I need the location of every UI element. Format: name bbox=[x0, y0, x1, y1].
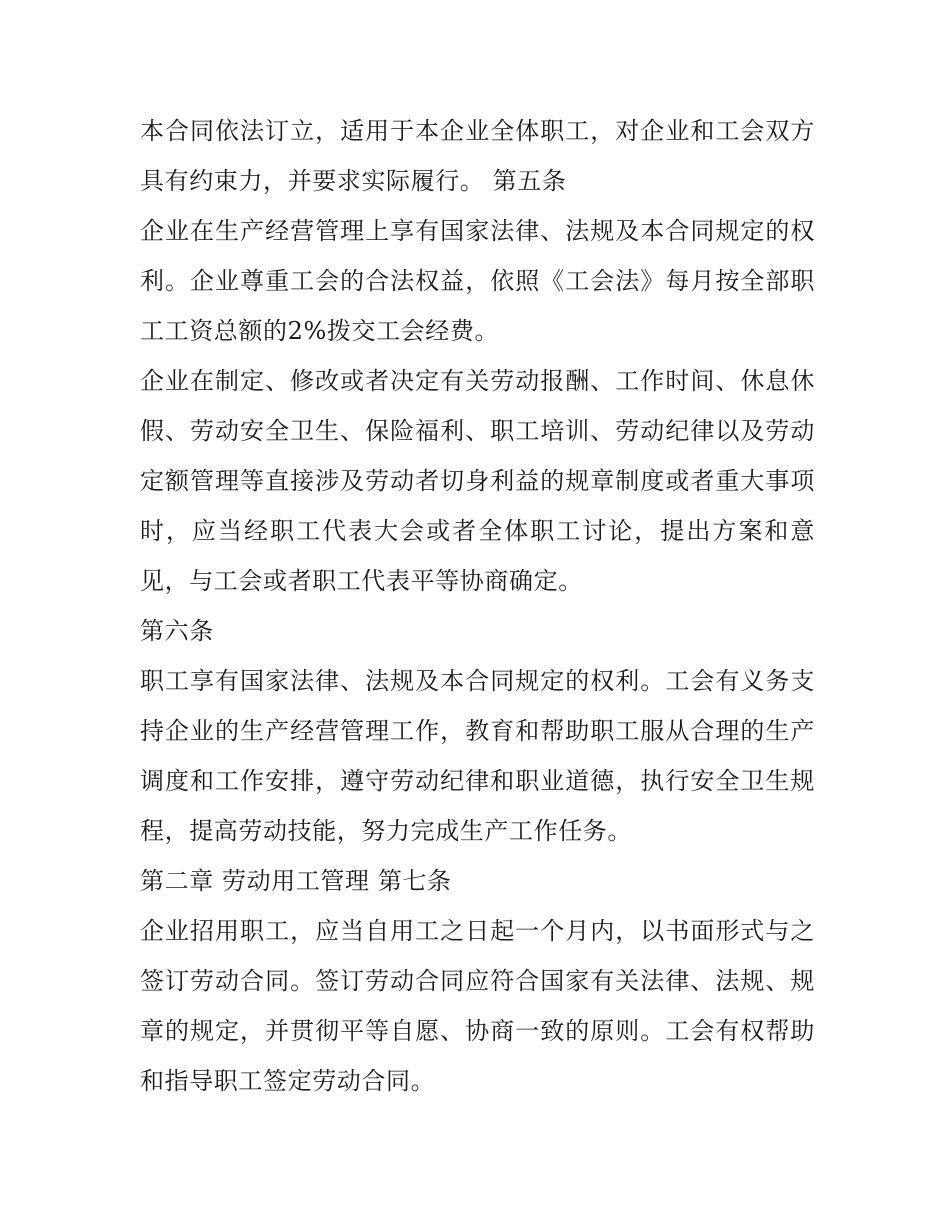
paragraph-employee-rights: 职工享有国家法律、法规及本合同规定的权利。工会有义务支持企业的生产经营管理工作，教育和帮助职工服从合理的生产调度和工作安排，遵守劳动纪律和职业道德，执行安全卫生规程，提高劳动技能，努力完成生产工作任务。 bbox=[140, 667, 815, 845]
paragraph-rules-consultation: 企业在制定、修改或者决定有关劳动报酬、工作时间、休息休假、劳动安全卫生、保险福利、职工培训、劳动纪律以及劳动定额管理等直接涉及劳动者切身利益的规章制度或者重大事项时，应当经职工代表大会或者全体职工讨论，提出方案和意见，与工会或者职工代表平等协商确定。 bbox=[140, 367, 815, 595]
paragraph-labor-contract: 企业招用职工，应当自用工之日起一个月内，以书面形式与之签订劳动合同。签订劳动合同应符合国家有关法律、法规、规章的规定，并贯彻平等自愿、协商一致的原则。工会有权帮助和指导职工签定劳动合同。 bbox=[140, 917, 815, 1095]
article-heading-six: 第六条 bbox=[140, 617, 214, 645]
paragraph-contract-scope: 本合同依法订立，适用于本企业全体职工，对企业和工会双方具有约束力，并要求实际履行。 第五条 bbox=[140, 117, 815, 195]
document-body bbox=[140, 106, 815, 1106]
chapter-heading-two: 第二章 劳动用工管理 第七条 bbox=[140, 867, 452, 895]
paragraph-enterprise-rights: 企业在生产经营管理上享有国家法律、法规及本合同规定的权利。企业尊重工会的合法权益，依照《工会法》每月按全部职工工资总额的2%拨交工会经费。 bbox=[140, 217, 815, 345]
